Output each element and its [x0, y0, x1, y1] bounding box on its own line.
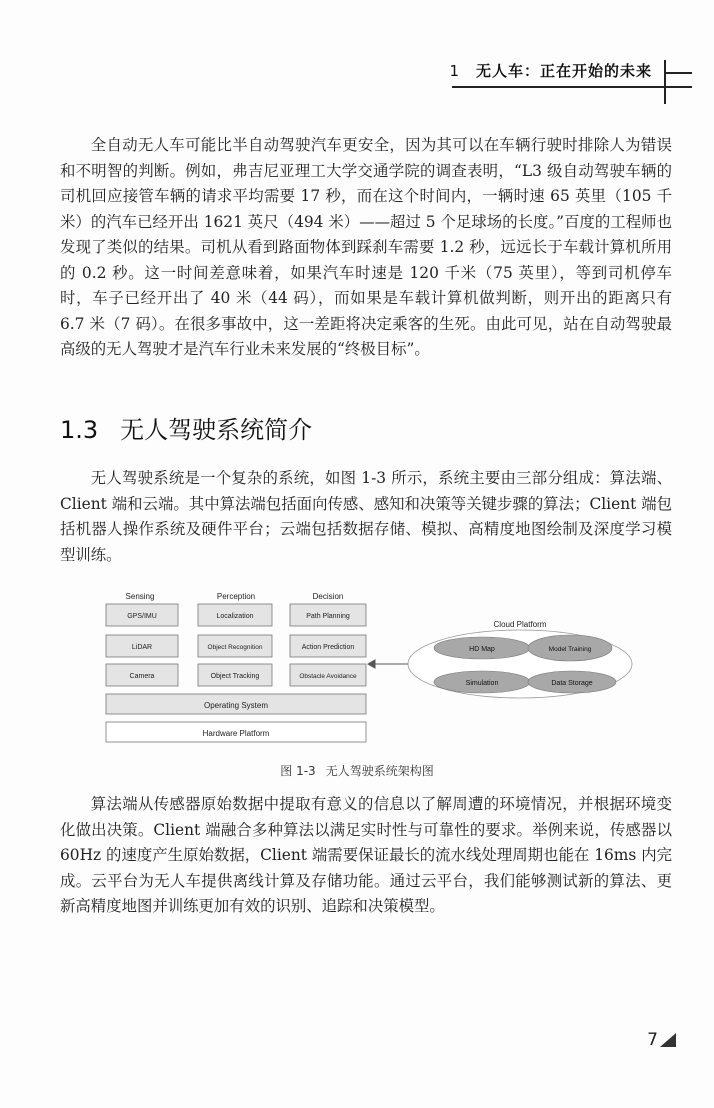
- perception-item-tracking: Object Tracking: [210, 673, 260, 680]
- section-title: 无人驾驶系统简介: [120, 416, 313, 444]
- figure-caption-text: 无人驾驶系统架构图: [325, 764, 434, 778]
- simulation-label: Simulation: [465, 680, 499, 687]
- decision-title: Decision: [312, 592, 344, 601]
- header-vertical-rule: [664, 60, 666, 104]
- sensing-title: Sensing: [125, 592, 155, 601]
- header-title: [449, 60, 652, 81]
- body-paragraph-3: 算法端从传感器原始数据中提取有意义的信息以了解周遭的环境情况，并根据环境变化做出决策。Client 端融合多种算法以满足实时性与可靠性的要求。举例来说，传感器以 60Hz 的速度产生原始数据，Client 端需要保证最长的流水线处理周期也能在 16ms 内完成。云平台为无人车提供离线计算及存储功能。通过云平台，我们能够测试新的算法、更新高精度地图并训练更加有效的识别、追踪和决策模型。: [60, 795, 672, 915]
- operating-system-label: Operating System: [203, 701, 269, 710]
- decision-item-action-prediction: Action Prediction: [301, 644, 355, 651]
- running-header: [0, 0, 714, 110]
- header-rule: [452, 86, 692, 88]
- figure-caption: [0, 762, 714, 779]
- hardware-platform-label: Hardware Platform: [202, 729, 270, 738]
- model-training-label: Model Training: [548, 646, 592, 653]
- perception-item-localization: Localization: [216, 613, 254, 620]
- page-corner-triangle-icon: [660, 1033, 676, 1047]
- data-storage-label: Data Storage: [551, 680, 593, 687]
- figure-caption-label: 图 1-3: [280, 764, 316, 778]
- header-corner-rule: [664, 72, 692, 74]
- page-number: 7: [647, 1030, 658, 1050]
- sensing-item-lidar: LiDAR: [131, 644, 153, 651]
- body-paragraph-2: 无人驾驶系统是一个复杂的系统，如图 1-3 所示，系统主要由三部分组成：算法端、Client 端和云端。其中算法端包括面向传感、感知和决策等关键步骤的算法；Client 端包括机器人操作系统及硬件平台；云端包括数据存储、模拟、高精度地图绘制及深度学习模型训练。: [60, 469, 672, 564]
- decision-item-obstacle-avoidance: Obstacle Avoidance: [299, 673, 357, 680]
- decision-column: [290, 604, 366, 686]
- body-paragraph-1: 全自动无人车可能比半自动驾驶汽车更安全，因为其可以在车辆行驶时排除人为错误和不明智的判断。例如，弗吉尼亚理工大学交通学院的调查表明，“L3 级自动驾驶车辆的司机回应接管车辆的请求平均需要 17 秒，而在这个时间内，一辆时速 65 英里（105 千米）的汽车已经开出 1621 英尺（494 米）——超过 5 个足球场的长度。”百度的工程师也发现了类似的结果。司机从看到路面物体到踩刹车需要 1.2 秒，远远长于车载计算机所用的 0.2 秒。这一时间差意味着，如果汽车时速是 120 千米（75 英里），等到司机停车时，车子已经开出了 40 米（44 码），而如果是车载计算机做判断，则开出的距离只有 6.7 米（7 码）。在很多事故中，这一差距将决定乘客的生死。由此可见，站在自动驾驶最高级的无人驾驶才是汽车行业未来发展的“终极目标”。: [60, 136, 672, 358]
- chapter-title: 无人车：正在开始的未来: [475, 62, 652, 80]
- perception-title: Perception: [216, 592, 256, 601]
- perception-column: [198, 604, 272, 686]
- cloud-platform: [408, 620, 632, 698]
- cloud-platform-title: Cloud Platform: [493, 620, 547, 629]
- sensing-column: [106, 604, 178, 686]
- sensing-item-camera: Camera: [129, 673, 155, 680]
- decision-item-path-planning: Path Planning: [306, 613, 350, 620]
- architecture-diagram: [100, 588, 640, 750]
- chapter-number: 1: [449, 62, 460, 80]
- sensing-item-gps: GPS/IMU: [127, 613, 157, 620]
- section-number: 1.3: [60, 416, 99, 444]
- perception-item-recognition: Object Recognition: [207, 644, 263, 651]
- section-heading: [60, 410, 312, 445]
- hd-map-label: HD Map: [469, 646, 495, 653]
